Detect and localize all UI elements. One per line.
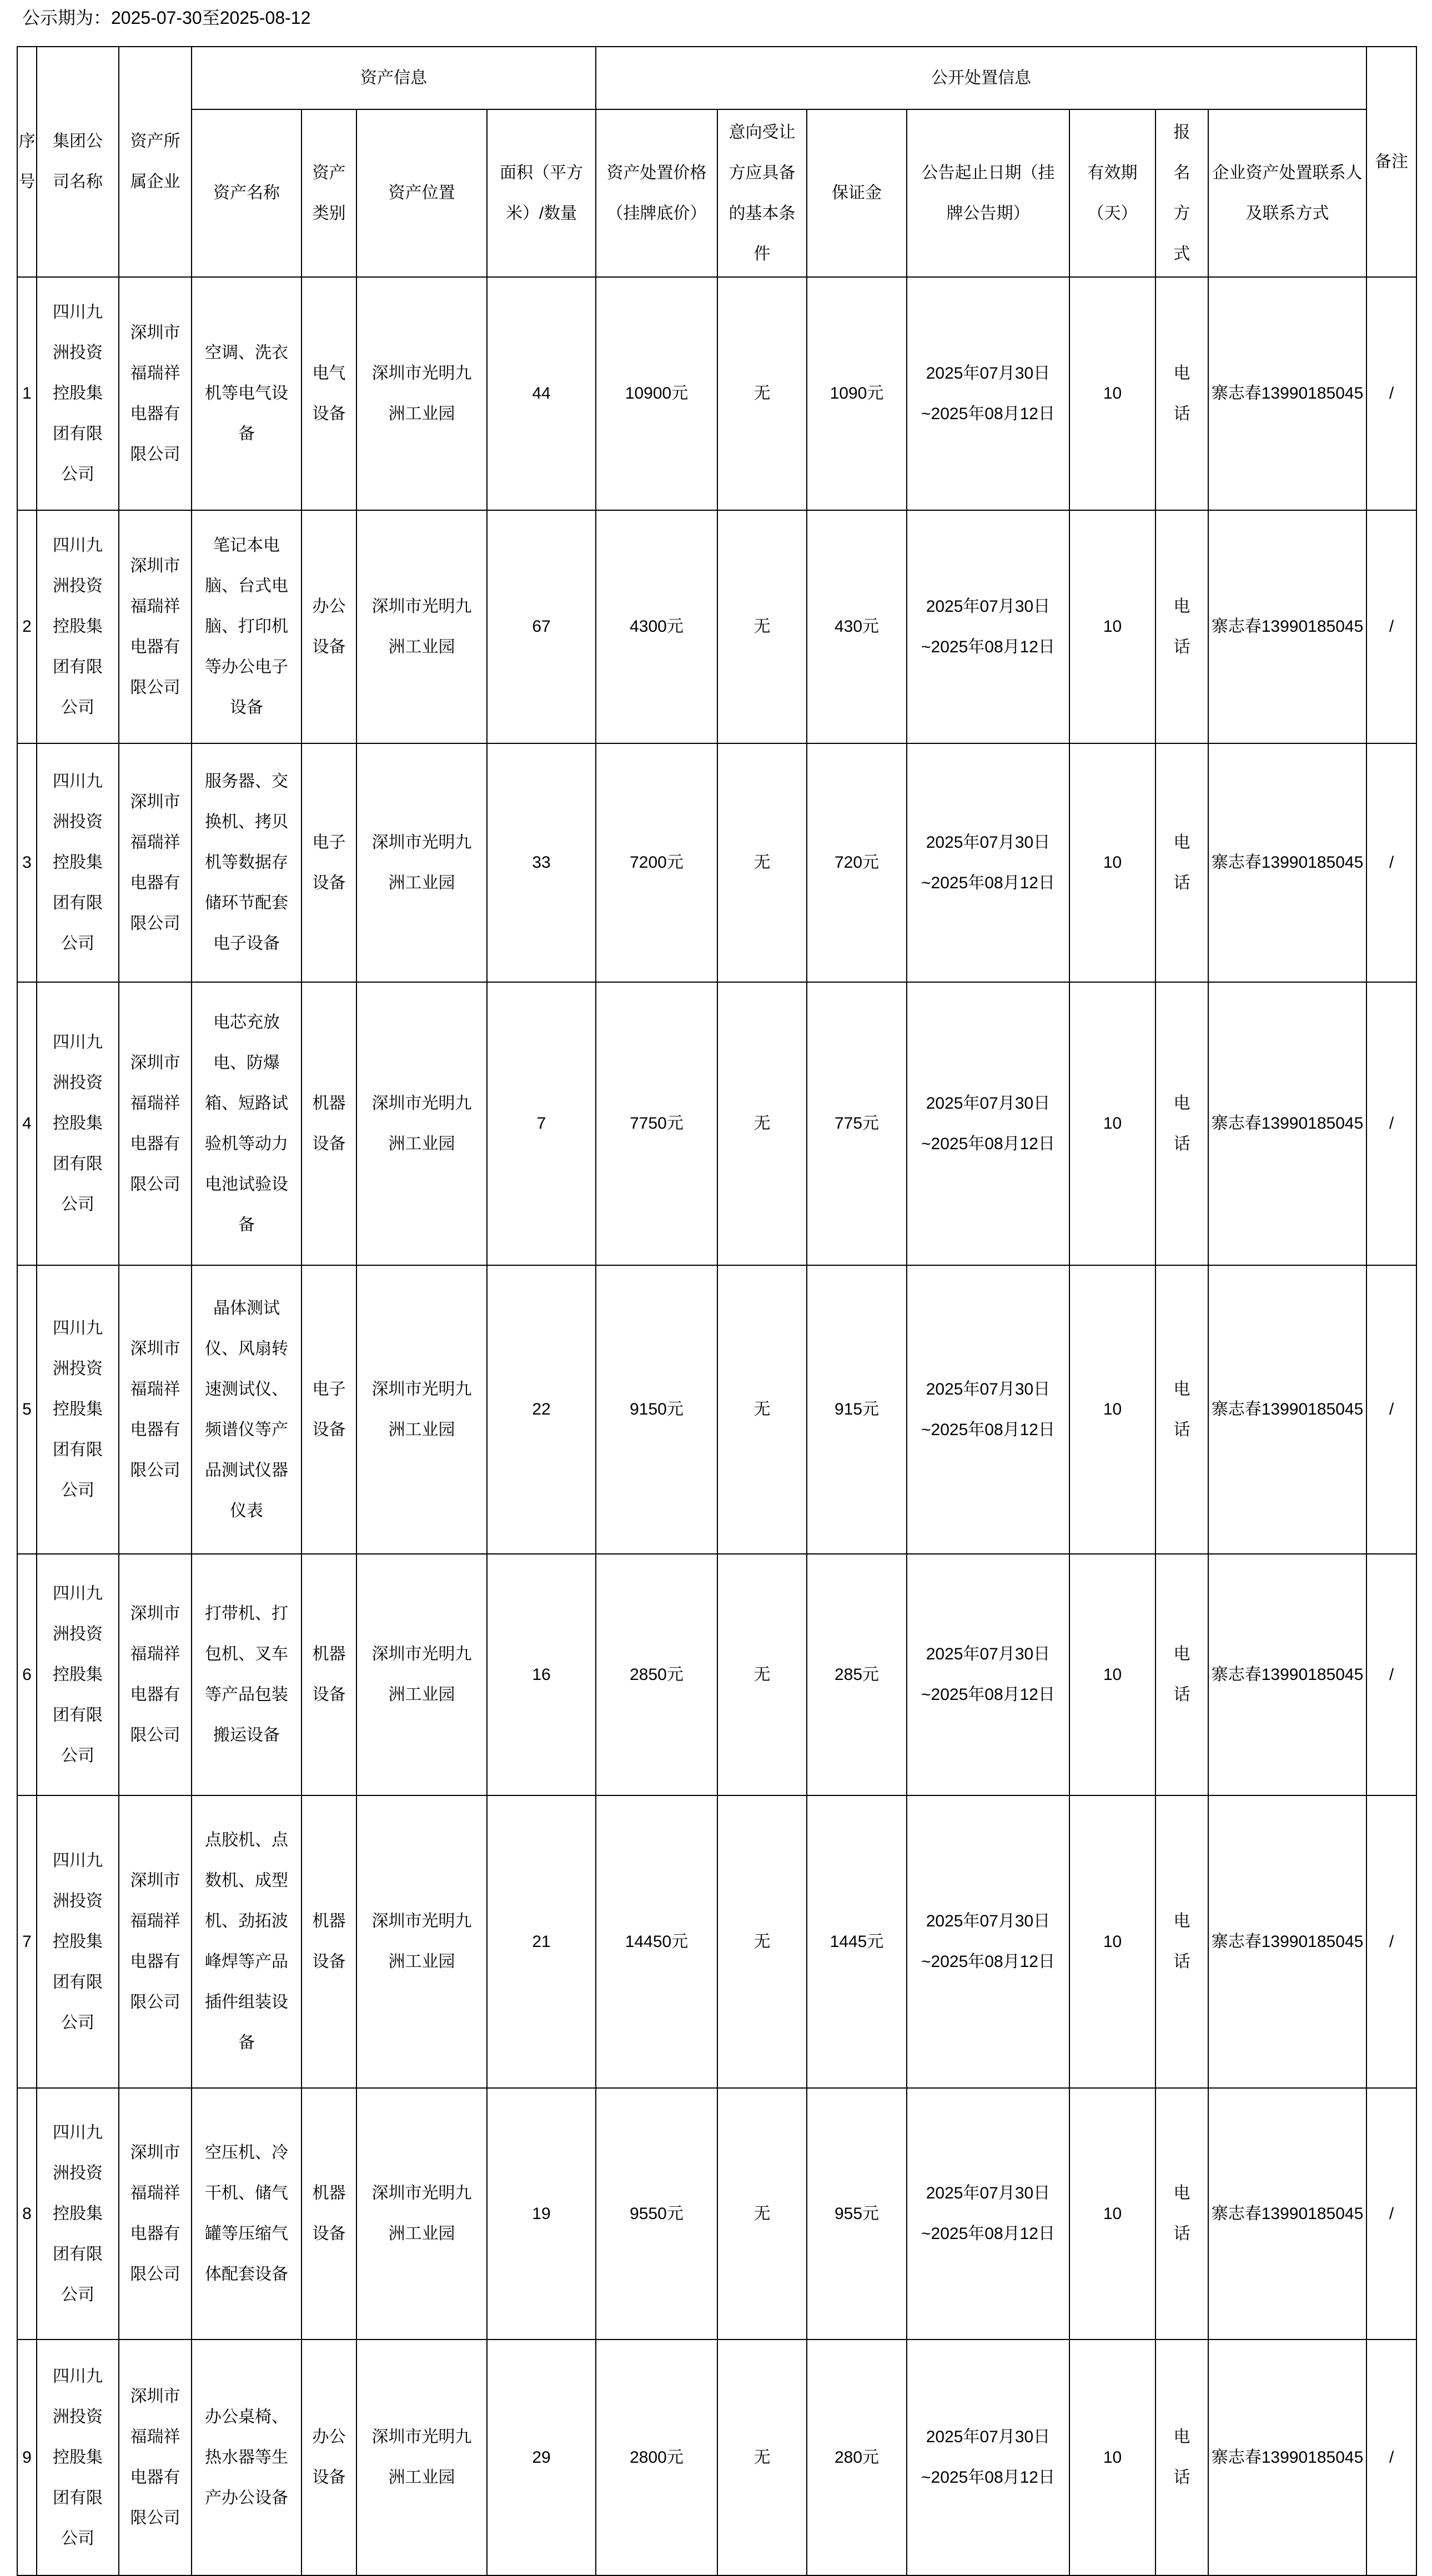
cell-asset-name: 笔记本电脑、台式电脑、打印机等办公电子设备 bbox=[192, 510, 302, 743]
cell-deposit: 915元 bbox=[807, 1265, 907, 1554]
cell-conditions: 无 bbox=[717, 1554, 807, 1795]
cell-contact: 寨志春13990185045 bbox=[1208, 277, 1366, 510]
cell-area-quantity: 44 bbox=[487, 277, 596, 510]
table-row bbox=[17, 2339, 1416, 2575]
cell-contact: 寨志春13990185045 bbox=[1208, 1554, 1366, 1795]
header-asset-name: 资产名称 bbox=[192, 109, 302, 277]
table-row bbox=[17, 1795, 1416, 2088]
cell-registration-method: 电话 bbox=[1155, 1265, 1208, 1554]
cell-deposit: 1090元 bbox=[807, 277, 907, 510]
cell-contact: 寨志春13990185045 bbox=[1208, 982, 1366, 1265]
cell-remark: / bbox=[1366, 982, 1416, 1265]
cell-asset-name: 办公桌椅、热水器等生产办公设备 bbox=[192, 2339, 302, 2575]
cell-area-quantity: 22 bbox=[487, 1265, 596, 1554]
cell-asset-location: 深圳市光明九洲工业园 bbox=[356, 743, 487, 982]
cell-seq: 1 bbox=[17, 277, 37, 510]
header-asset-info-group: 资产信息 bbox=[192, 47, 596, 109]
page-title: 公示期为：2025-07-30至2025-08-12 bbox=[22, 8, 311, 28]
cell-asset-category: 机器设备 bbox=[302, 982, 356, 1265]
header-asset-category: 资产类别 bbox=[302, 109, 356, 277]
cell-seq: 5 bbox=[17, 1265, 37, 1554]
cell-seq: 8 bbox=[17, 2088, 37, 2339]
cell-asset-category: 办公设备 bbox=[302, 2339, 356, 2575]
header-sub-row bbox=[17, 109, 1416, 277]
cell-deposit: 430元 bbox=[807, 510, 907, 743]
cell-group-company: 四川九洲投资控股集团有限公司 bbox=[37, 277, 119, 510]
cell-price: 2850元 bbox=[596, 1554, 717, 1795]
cell-asset-category: 电气设备 bbox=[302, 277, 356, 510]
header-deposit: 保证金 bbox=[807, 109, 907, 277]
cell-contact: 寨志春13990185045 bbox=[1208, 2339, 1366, 2575]
header-conditions: 意向受让方应具备的基本条件 bbox=[717, 109, 807, 277]
cell-remark: / bbox=[1366, 743, 1416, 982]
cell-conditions: 无 bbox=[717, 1265, 807, 1554]
cell-asset-category: 机器设备 bbox=[302, 1795, 356, 2088]
cell-deposit: 955元 bbox=[807, 2088, 907, 2339]
cell-conditions: 无 bbox=[717, 277, 807, 510]
cell-validity-days: 10 bbox=[1069, 2339, 1155, 2575]
cell-registration-method: 电话 bbox=[1155, 982, 1208, 1265]
header-contact: 企业资产处置联系人及联系方式 bbox=[1208, 109, 1366, 277]
cell-owner-enterprise: 深圳市福瑞祥电器有限公司 bbox=[119, 1795, 192, 2088]
cell-asset-location: 深圳市光明九洲工业园 bbox=[356, 2339, 487, 2575]
cell-deposit: 285元 bbox=[807, 1554, 907, 1795]
cell-owner-enterprise: 深圳市福瑞祥电器有限公司 bbox=[119, 2088, 192, 2339]
cell-registration-method: 电话 bbox=[1155, 2339, 1208, 2575]
cell-remark: / bbox=[1366, 1554, 1416, 1795]
cell-deposit: 1445元 bbox=[807, 1795, 907, 2088]
cell-conditions: 无 bbox=[717, 510, 807, 743]
cell-area-quantity: 33 bbox=[487, 743, 596, 982]
header-validity-days: 有效期（天） bbox=[1069, 109, 1155, 277]
table-row bbox=[17, 743, 1416, 982]
cell-announcement-period: 2025年07月30日~2025年08月12日 bbox=[907, 1554, 1069, 1795]
cell-price: 7750元 bbox=[596, 982, 717, 1265]
cell-group-company: 四川九洲投资控股集团有限公司 bbox=[37, 510, 119, 743]
cell-announcement-period: 2025年07月30日~2025年08月12日 bbox=[907, 743, 1069, 982]
cell-asset-name: 电芯充放电、防爆箱、短路试验机等动力电池试验设备 bbox=[192, 982, 302, 1265]
cell-announcement-period: 2025年07月30日~2025年08月12日 bbox=[907, 510, 1069, 743]
cell-announcement-period: 2025年07月30日~2025年08月12日 bbox=[907, 982, 1069, 1265]
cell-asset-name: 点胶机、点数机、成型机、劲拓波峰焊等产品插件组装设备 bbox=[192, 1795, 302, 2088]
table-row bbox=[17, 2088, 1416, 2339]
asset-disposal-table bbox=[17, 46, 1417, 2576]
cell-asset-location: 深圳市光明九洲工业园 bbox=[356, 510, 487, 743]
cell-announcement-period: 2025年07月30日~2025年08月12日 bbox=[907, 277, 1069, 510]
header-asset-location: 资产位置 bbox=[356, 109, 487, 277]
cell-owner-enterprise: 深圳市福瑞祥电器有限公司 bbox=[119, 510, 192, 743]
cell-price: 10900元 bbox=[596, 277, 717, 510]
header-group-company: 集团公司名称 bbox=[37, 47, 119, 277]
header-group-row bbox=[17, 47, 1416, 109]
cell-asset-location: 深圳市光明九洲工业园 bbox=[356, 1795, 487, 2088]
cell-asset-category: 机器设备 bbox=[302, 1554, 356, 1795]
table-row bbox=[17, 1265, 1416, 1554]
cell-seq: 2 bbox=[17, 510, 37, 743]
cell-validity-days: 10 bbox=[1069, 2088, 1155, 2339]
cell-asset-name: 打带机、打包机、叉车等产品包装搬运设备 bbox=[192, 1554, 302, 1795]
cell-asset-name: 晶体测试仪、风扇转速测试仪、频谱仪等产品测试仪器仪表 bbox=[192, 1265, 302, 1554]
cell-remark: / bbox=[1366, 1265, 1416, 1554]
cell-asset-name: 服务器、交换机、拷贝机等数据存储环节配套电子设备 bbox=[192, 743, 302, 982]
cell-contact: 寨志春13990185045 bbox=[1208, 1795, 1366, 2088]
cell-owner-enterprise: 深圳市福瑞祥电器有限公司 bbox=[119, 1554, 192, 1795]
cell-asset-category: 电子设备 bbox=[302, 1265, 356, 1554]
cell-price: 2800元 bbox=[596, 2339, 717, 2575]
header-disposal-info-group: 公开处置信息 bbox=[596, 47, 1366, 109]
cell-price: 14450元 bbox=[596, 1795, 717, 2088]
cell-asset-category: 电子设备 bbox=[302, 743, 356, 982]
cell-area-quantity: 21 bbox=[487, 1795, 596, 2088]
table-row bbox=[17, 510, 1416, 743]
table-row bbox=[17, 1554, 1416, 1795]
cell-price: 7200元 bbox=[596, 743, 717, 982]
cell-registration-method: 电话 bbox=[1155, 1795, 1208, 2088]
cell-asset-name: 空压机、冷干机、储气罐等压缩气体配套设备 bbox=[192, 2088, 302, 2339]
cell-owner-enterprise: 深圳市福瑞祥电器有限公司 bbox=[119, 982, 192, 1265]
header-area-quantity: 面积（平方米）/数量 bbox=[487, 109, 596, 277]
cell-asset-location: 深圳市光明九洲工业园 bbox=[356, 2088, 487, 2339]
cell-remark: / bbox=[1366, 510, 1416, 743]
cell-area-quantity: 7 bbox=[487, 982, 596, 1265]
cell-area-quantity: 67 bbox=[487, 510, 596, 743]
cell-remark: / bbox=[1366, 2088, 1416, 2339]
header-price: 资产处置价格（挂牌底价） bbox=[596, 109, 717, 277]
cell-conditions: 无 bbox=[717, 1795, 807, 2088]
cell-validity-days: 10 bbox=[1069, 743, 1155, 982]
cell-group-company: 四川九洲投资控股集团有限公司 bbox=[37, 2088, 119, 2339]
cell-price: 4300元 bbox=[596, 510, 717, 743]
cell-seq: 9 bbox=[17, 2339, 37, 2575]
cell-group-company: 四川九洲投资控股集团有限公司 bbox=[37, 1265, 119, 1554]
cell-group-company: 四川九洲投资控股集团有限公司 bbox=[37, 982, 119, 1265]
cell-owner-enterprise: 深圳市福瑞祥电器有限公司 bbox=[119, 1265, 192, 1554]
cell-validity-days: 10 bbox=[1069, 1795, 1155, 2088]
cell-announcement-period: 2025年07月30日~2025年08月12日 bbox=[907, 1265, 1069, 1554]
header-announcement-period: 公告起止日期（挂牌公告期） bbox=[907, 109, 1069, 277]
cell-remark: / bbox=[1366, 1795, 1416, 2088]
cell-validity-days: 10 bbox=[1069, 510, 1155, 743]
cell-validity-days: 10 bbox=[1069, 1554, 1155, 1795]
cell-conditions: 无 bbox=[717, 2339, 807, 2575]
cell-area-quantity: 19 bbox=[487, 2088, 596, 2339]
header-remark: 备注 bbox=[1366, 47, 1416, 277]
cell-registration-method: 电话 bbox=[1155, 510, 1208, 743]
table-body bbox=[17, 277, 1416, 2575]
cell-price: 9150元 bbox=[596, 1265, 717, 1554]
cell-remark: / bbox=[1366, 2339, 1416, 2575]
table-row bbox=[17, 982, 1416, 1265]
cell-asset-location: 深圳市光明九洲工业园 bbox=[356, 1265, 487, 1554]
header-owner-enterprise: 资产所属企业 bbox=[119, 47, 192, 277]
cell-area-quantity: 16 bbox=[487, 1554, 596, 1795]
cell-seq: 4 bbox=[17, 982, 37, 1265]
cell-conditions: 无 bbox=[717, 2088, 807, 2339]
cell-asset-category: 机器设备 bbox=[302, 2088, 356, 2339]
cell-asset-name: 空调、洗衣机等电气设备 bbox=[192, 277, 302, 510]
header-seq: 序号 bbox=[17, 47, 37, 277]
cell-deposit: 775元 bbox=[807, 982, 907, 1265]
cell-asset-location: 深圳市光明九洲工业园 bbox=[356, 277, 487, 510]
cell-deposit: 720元 bbox=[807, 743, 907, 982]
table-header bbox=[17, 47, 1416, 277]
cell-contact: 寨志春13990185045 bbox=[1208, 510, 1366, 743]
cell-conditions: 无 bbox=[717, 743, 807, 982]
cell-validity-days: 10 bbox=[1069, 982, 1155, 1265]
cell-seq: 6 bbox=[17, 1554, 37, 1795]
cell-announcement-period: 2025年07月30日~2025年08月12日 bbox=[907, 2088, 1069, 2339]
cell-area-quantity: 29 bbox=[487, 2339, 596, 2575]
cell-group-company: 四川九洲投资控股集团有限公司 bbox=[37, 2339, 119, 2575]
cell-price: 9550元 bbox=[596, 2088, 717, 2339]
cell-owner-enterprise: 深圳市福瑞祥电器有限公司 bbox=[119, 277, 192, 510]
cell-registration-method: 电话 bbox=[1155, 1554, 1208, 1795]
cell-asset-location: 深圳市光明九洲工业园 bbox=[356, 1554, 487, 1795]
cell-seq: 7 bbox=[17, 1795, 37, 2088]
cell-announcement-period: 2025年07月30日~2025年08月12日 bbox=[907, 1795, 1069, 2088]
cell-contact: 寨志春13990185045 bbox=[1208, 743, 1366, 982]
cell-conditions: 无 bbox=[717, 982, 807, 1265]
cell-owner-enterprise: 深圳市福瑞祥电器有限公司 bbox=[119, 743, 192, 982]
cell-deposit: 280元 bbox=[807, 2339, 907, 2575]
cell-owner-enterprise: 深圳市福瑞祥电器有限公司 bbox=[119, 2339, 192, 2575]
cell-announcement-period: 2025年07月30日~2025年08月12日 bbox=[907, 2339, 1069, 2575]
cell-validity-days: 10 bbox=[1069, 277, 1155, 510]
cell-registration-method: 电话 bbox=[1155, 277, 1208, 510]
cell-registration-method: 电话 bbox=[1155, 2088, 1208, 2339]
cell-asset-category: 办公设备 bbox=[302, 510, 356, 743]
cell-validity-days: 10 bbox=[1069, 1265, 1155, 1554]
cell-group-company: 四川九洲投资控股集团有限公司 bbox=[37, 1795, 119, 2088]
cell-registration-method: 电话 bbox=[1155, 743, 1208, 982]
cell-remark: / bbox=[1366, 277, 1416, 510]
cell-asset-location: 深圳市光明九洲工业园 bbox=[356, 982, 487, 1265]
cell-seq: 3 bbox=[17, 743, 37, 982]
cell-group-company: 四川九洲投资控股集团有限公司 bbox=[37, 1554, 119, 1795]
table-row bbox=[17, 277, 1416, 510]
cell-contact: 寨志春13990185045 bbox=[1208, 1265, 1366, 1554]
cell-contact: 寨志春13990185045 bbox=[1208, 2088, 1366, 2339]
header-registration-method: 报名方式 bbox=[1155, 109, 1208, 277]
cell-group-company: 四川九洲投资控股集团有限公司 bbox=[37, 743, 119, 982]
